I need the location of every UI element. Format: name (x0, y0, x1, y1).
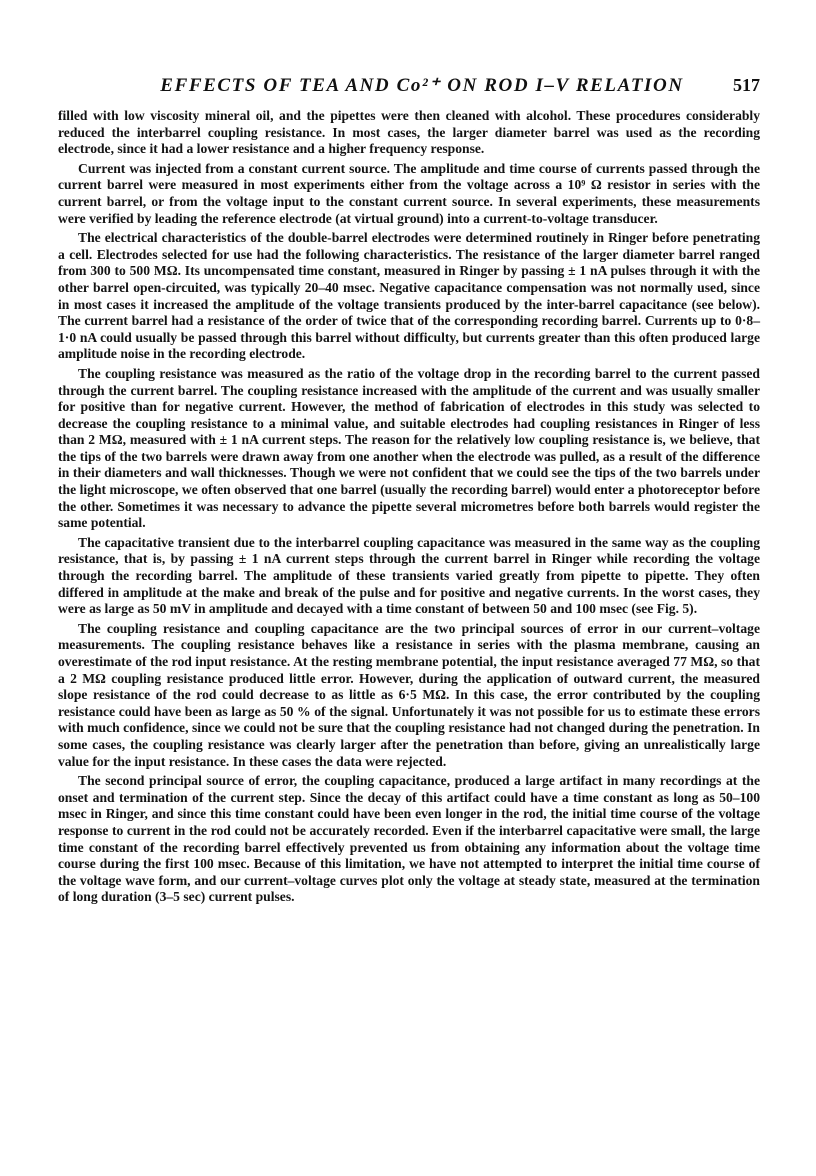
page-number: 517 (733, 75, 760, 95)
paragraph-4: The coupling resistance was measured as the ratio of the voltage drop in the recording barrel to the current passed through the current barrel. The coupling resistance increased with the amplitude of the current and was usually smaller for positive than for negative current. However, the method of fabrication of electrodes in this study was selected to decrease the coupling resistance to a minimal value, and suitable electrodes had coupling resistances in Ringer of less than 2 MΩ, measured with ± 1 nA current steps. The reason for the relatively low coupling resistance is, we believe, that the tips of the two barrels were drawn away from one another when the electrode was pulled, as a result of the difference in their diameters and wall thicknesses. Though we were not confident that we could see the tips of the two barrels under the light microscope, we often observed that one barrel (usually the recording barrel) would enter a photoreceptor before the other. Sometimes it was necessary to advance the pipette several micrometres before both barrels would register the same potential. (58, 365, 760, 531)
page-header (60, 74, 760, 100)
paragraph-3: The electrical characteristics of the double-barrel electrodes were determined routinely in Ringer before penetrating a cell. Electrodes selected for use had the following characteristics. The resistance of the larger diameter barrel ranged from 300 to 500 MΩ. Its uncompensated time constant, measured in Ringer by passing ± 1 nA pulses through it with the other barrel open-circuited, was typically 20–40 msec. Negative capacitance compensation was not normally used, since in most cases it increased the amplitude of the voltage transients produced by the inter-barrel capacitance (see below). The current barrel had a resistance of the order of twice that of the corresponding recording barrel. Currents up to 0·8–1·0 nA could usually be passed through this barrel without difficulty, but currents greater than this often produced large amplitude noise in the recording electrode. (58, 230, 760, 362)
paragraph-7: The second principal source of error, the coupling capacitance, produced a large artifact in many recordings at the onset and termination of the current step. Since the decay of this artifact could have a time constant as long as 50–100 msec in Ringer, and since this time constant could have been even longer in the rod, the initial time course of the voltage response to current in the rod could not be accurately recorded. Even if the interbarrel capacitative were small, the large time constant of the recording barrel effectively prevented us from obtaining any information about the voltage time course during the first 100 msec. Because of this limitation, we have not attempted to interpret the initial time course of the voltage wave form, and our current–voltage curves plot only the voltage at steady state, measured at the termination of long duration (3–5 sec) current pulses. (58, 773, 760, 905)
paragraph-2: Current was injected from a constant current source. The amplitude and time course of currents passed through the current barrel were measured in most experiments either from the voltage across a 10⁹ Ω resistor in series with the current barrel, or from the voltage input to the constant current source. In several experiments, these measurements were verified by leading the reference electrode (at virtual ground) into a current-to-voltage transducer. (58, 160, 760, 226)
running-title: EFFECTS OF TEA AND Co²⁺ ON ROD I–V RELATION (160, 75, 684, 96)
paragraph-5: The capacitative transient due to the interbarrel coupling capacitance was measured in the same way as the coupling resistance, that is, by passing ± 1 nA current steps through the current barrel in Ringer while recording the voltage through the recording barrel. The amplitude of these transients varied greatly from pipette to pipette. They often differed in amplitude at the make and break of the pulse and for positive and negative currents. In the worst cases, they were as large as 50 mV in amplitude and decayed with a time constant of between 50 and 100 msec (see Fig. 5). (58, 534, 760, 617)
paragraph-1: filled with low viscosity mineral oil, and the pipettes were then cleaned with alcohol. These procedures considerably reduced the interbarrel coupling resistance. In most cases, the larger diameter barrel was used as the recording electrode, since it had a lower resistance and a higher frequency response. (58, 108, 760, 157)
body-text (58, 108, 760, 909)
paragraph-6: The coupling resistance and coupling capacitance are the two principal sources of error in our current–voltage measurements. The coupling resistance behaves like a resistance in series with the plasma membrane, causing an overestimate of the rod input resistance. At the resting membrane potential, the input resistance averaged 77 MΩ, so that a 2 MΩ coupling resistance produced little error. However, during the application of outward current, the measured slope resistance of the rod could decrease to as little as 6·5 MΩ. In this case, the error contributed by the coupling resistance could have been as large as 50 % of the signal. Unfortunately it was not possible for us to estimate these errors with much confidence, since we could not be sure that the coupling resistance had not changed during the penetration. In some cases, the coupling resistance was clearly larger after the penetration than before, giving an unrealistically large value for the input resistance. In these cases the data were rejected. (58, 620, 760, 769)
